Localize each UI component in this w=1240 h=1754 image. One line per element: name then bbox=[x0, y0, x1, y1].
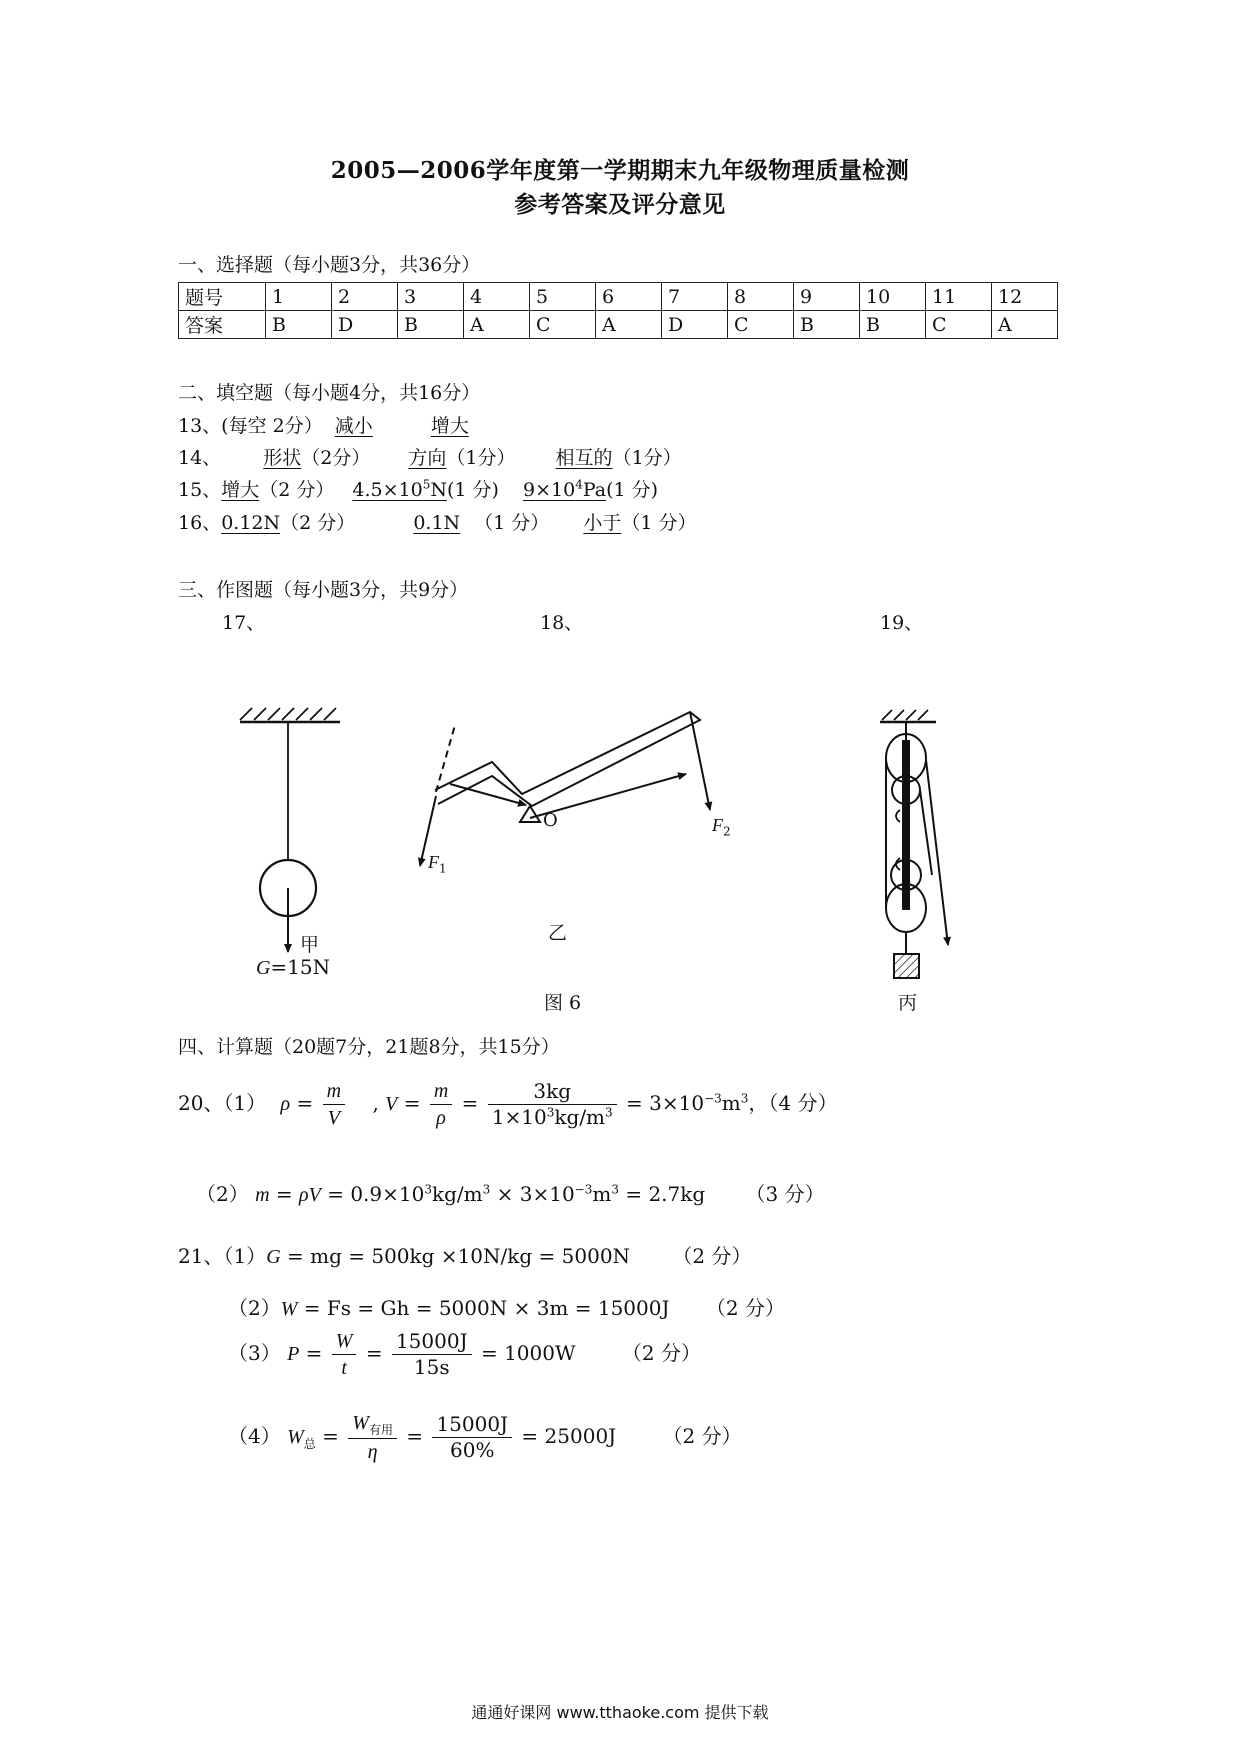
table-cell: D bbox=[332, 311, 398, 339]
q13-answer-2: 增大 bbox=[430, 415, 469, 437]
document-subtitle: 参考答案及评分意见 bbox=[514, 191, 726, 218]
q20-1-prefix: 20、（1） bbox=[178, 1091, 267, 1115]
table-cell: B bbox=[398, 311, 464, 339]
table-cell: A bbox=[596, 311, 662, 339]
q15-answer-1: 增大 bbox=[221, 479, 260, 501]
q20-1-score: （4 分） bbox=[768, 1091, 838, 1115]
q13-answer-1: 减小 bbox=[334, 415, 373, 437]
table-cell: 12 bbox=[992, 283, 1058, 311]
q21-4-score: （2 分） bbox=[662, 1424, 742, 1448]
q15-score-2: (1 分) bbox=[446, 479, 499, 501]
table-cell: 1 bbox=[266, 283, 332, 311]
q21-1-score: （2 分） bbox=[672, 1244, 752, 1268]
q20-2-prefix: （2） bbox=[196, 1182, 249, 1206]
q21-3-prefix: （3） bbox=[228, 1341, 281, 1365]
figure-18-label: 乙 bbox=[548, 922, 568, 944]
figure-17-label: 甲 bbox=[300, 934, 320, 956]
q16-prefix: 16、 bbox=[178, 512, 222, 534]
figure-19-pulley bbox=[880, 710, 948, 978]
q14-answer-3: 相互的 bbox=[555, 447, 613, 469]
document-title: 2005—2006学年度第一学期期末九年级物理质量检测 bbox=[330, 157, 910, 184]
fulcrum-o-label: O bbox=[543, 810, 558, 831]
answer-21-2: （2）W = Fs = Gh = 5000N × 3m = 15000J （2 分） bbox=[228, 1296, 785, 1320]
section3-heading: 三、作图题（每小题3分，共9分） bbox=[178, 579, 469, 601]
table-cell: 11 bbox=[926, 283, 992, 311]
table-cell: 3 bbox=[398, 283, 464, 311]
q20-2-score: （3 分） bbox=[745, 1182, 825, 1206]
figure-19-label: 丙 bbox=[898, 992, 918, 1014]
q15-prefix: 15、 bbox=[178, 479, 222, 501]
table-cell: 10 bbox=[860, 283, 926, 311]
footer-credit: 通通好课网 www.tthaoke.com 提供下载 bbox=[471, 1703, 769, 1722]
figure-17-pendulum bbox=[240, 708, 340, 952]
q16-answer-1: 0.12N bbox=[221, 512, 281, 534]
table-cell: A bbox=[464, 311, 530, 339]
q14-score-1: （2分） bbox=[301, 447, 371, 469]
table-cell: B bbox=[266, 311, 332, 339]
q16-score-1: （2 分） bbox=[280, 512, 356, 534]
table-header-cell: 题号 bbox=[179, 283, 266, 311]
table-cell: A bbox=[992, 311, 1058, 339]
table-cell: 2 bbox=[332, 283, 398, 311]
q14-answer-1: 形状 bbox=[263, 447, 302, 469]
table-cell: 9 bbox=[794, 283, 860, 311]
q21-4-prefix: （4） bbox=[228, 1424, 281, 1448]
q15-score-3: (1 分) bbox=[606, 479, 659, 501]
answer-20-1: 20、（1） ρ = $\frac{m}{V}$ , V = $\frac{m}{\rho}$ = $\frac{3kg}{1\times 10^3kg/m^3}$ = $3\times 10^{-3}m^3$，（4 分） bbox=[178, 1079, 838, 1129]
answer-20-2: （2） $m = \rho V = 0.9\times 10^3kg/m^3 \times 3\times 10^{-3}m^3 = 2.7kg$ （3 分） bbox=[196, 1182, 825, 1206]
table-cell: C bbox=[926, 311, 992, 339]
table-cell: C bbox=[530, 311, 596, 339]
q15-score-1: （2 分） bbox=[259, 479, 335, 501]
answer-21-4: （4） $W_总$ = $\frac{W_{有用}}{\eta}$ = $\frac{15000J}{60\%}$ = 25000J （2 分） bbox=[228, 1412, 742, 1463]
q14-score-2: （1分） bbox=[446, 447, 516, 469]
section2-heading: 二、填空题（每小题4分，共16分） bbox=[178, 382, 481, 404]
q18-label: 18、 bbox=[540, 612, 584, 634]
q15-answer-2: $4.5\times 10^5N$ bbox=[352, 477, 447, 501]
table-cell: C bbox=[728, 311, 794, 339]
table-cell: 5 bbox=[530, 283, 596, 311]
section4-heading: 四、计算题（20题7分，21题8分，共15分） bbox=[178, 1036, 560, 1058]
table-cell: B bbox=[860, 311, 926, 339]
q19-label: 19、 bbox=[880, 612, 924, 634]
table-header-cell: 答案 bbox=[179, 311, 266, 339]
q21-2-prefix: （2） bbox=[228, 1296, 281, 1320]
table-cell: D bbox=[662, 311, 728, 339]
q21-1-prefix: 21、（1） bbox=[178, 1244, 267, 1268]
table-cell: 8 bbox=[728, 283, 794, 311]
answer-21-3: （3） P = $\frac{W}{t}$ = $\frac{15000J}{15s}$ = 1000W （2 分） bbox=[228, 1329, 701, 1379]
q14-prefix: 14、 bbox=[178, 447, 222, 469]
q17-label: 17、 bbox=[222, 612, 266, 634]
q15-answer-3: $9\times 10^4Pa$ bbox=[523, 477, 607, 501]
section1-heading: 一、选择题（每小题3分，共36分） bbox=[178, 254, 481, 276]
table-cell: B bbox=[794, 311, 860, 339]
q21-2-score: （2 分） bbox=[705, 1296, 785, 1320]
q14-answer-2: 方向 bbox=[408, 447, 447, 469]
table-cell: 7 bbox=[662, 283, 728, 311]
q13-prefix: 13、(每空 2分） bbox=[178, 415, 323, 437]
q16-score-3: （1 分） bbox=[621, 512, 697, 534]
figure-18-lever bbox=[420, 712, 710, 866]
table-cell: 4 bbox=[464, 283, 530, 311]
force-f2-label: $F_2$ bbox=[712, 815, 731, 839]
figure-caption: 图 6 bbox=[544, 992, 582, 1014]
answer-21-1: 21、（1）G = mg = 500kg ×10N/kg = 5000N （2 分） bbox=[178, 1244, 752, 1268]
q16-answer-2: 0.1N bbox=[413, 512, 461, 534]
q16-score-2: （1 分） bbox=[474, 512, 550, 534]
table-cell: 6 bbox=[596, 283, 662, 311]
q21-3-score: （2 分） bbox=[621, 1341, 701, 1365]
q14-score-3: （1分） bbox=[612, 447, 682, 469]
figure-17-gravity-label: G=15N bbox=[256, 955, 331, 979]
force-f1-label: $F_1$ bbox=[428, 852, 447, 876]
q16-answer-3: 小于 bbox=[583, 512, 622, 534]
